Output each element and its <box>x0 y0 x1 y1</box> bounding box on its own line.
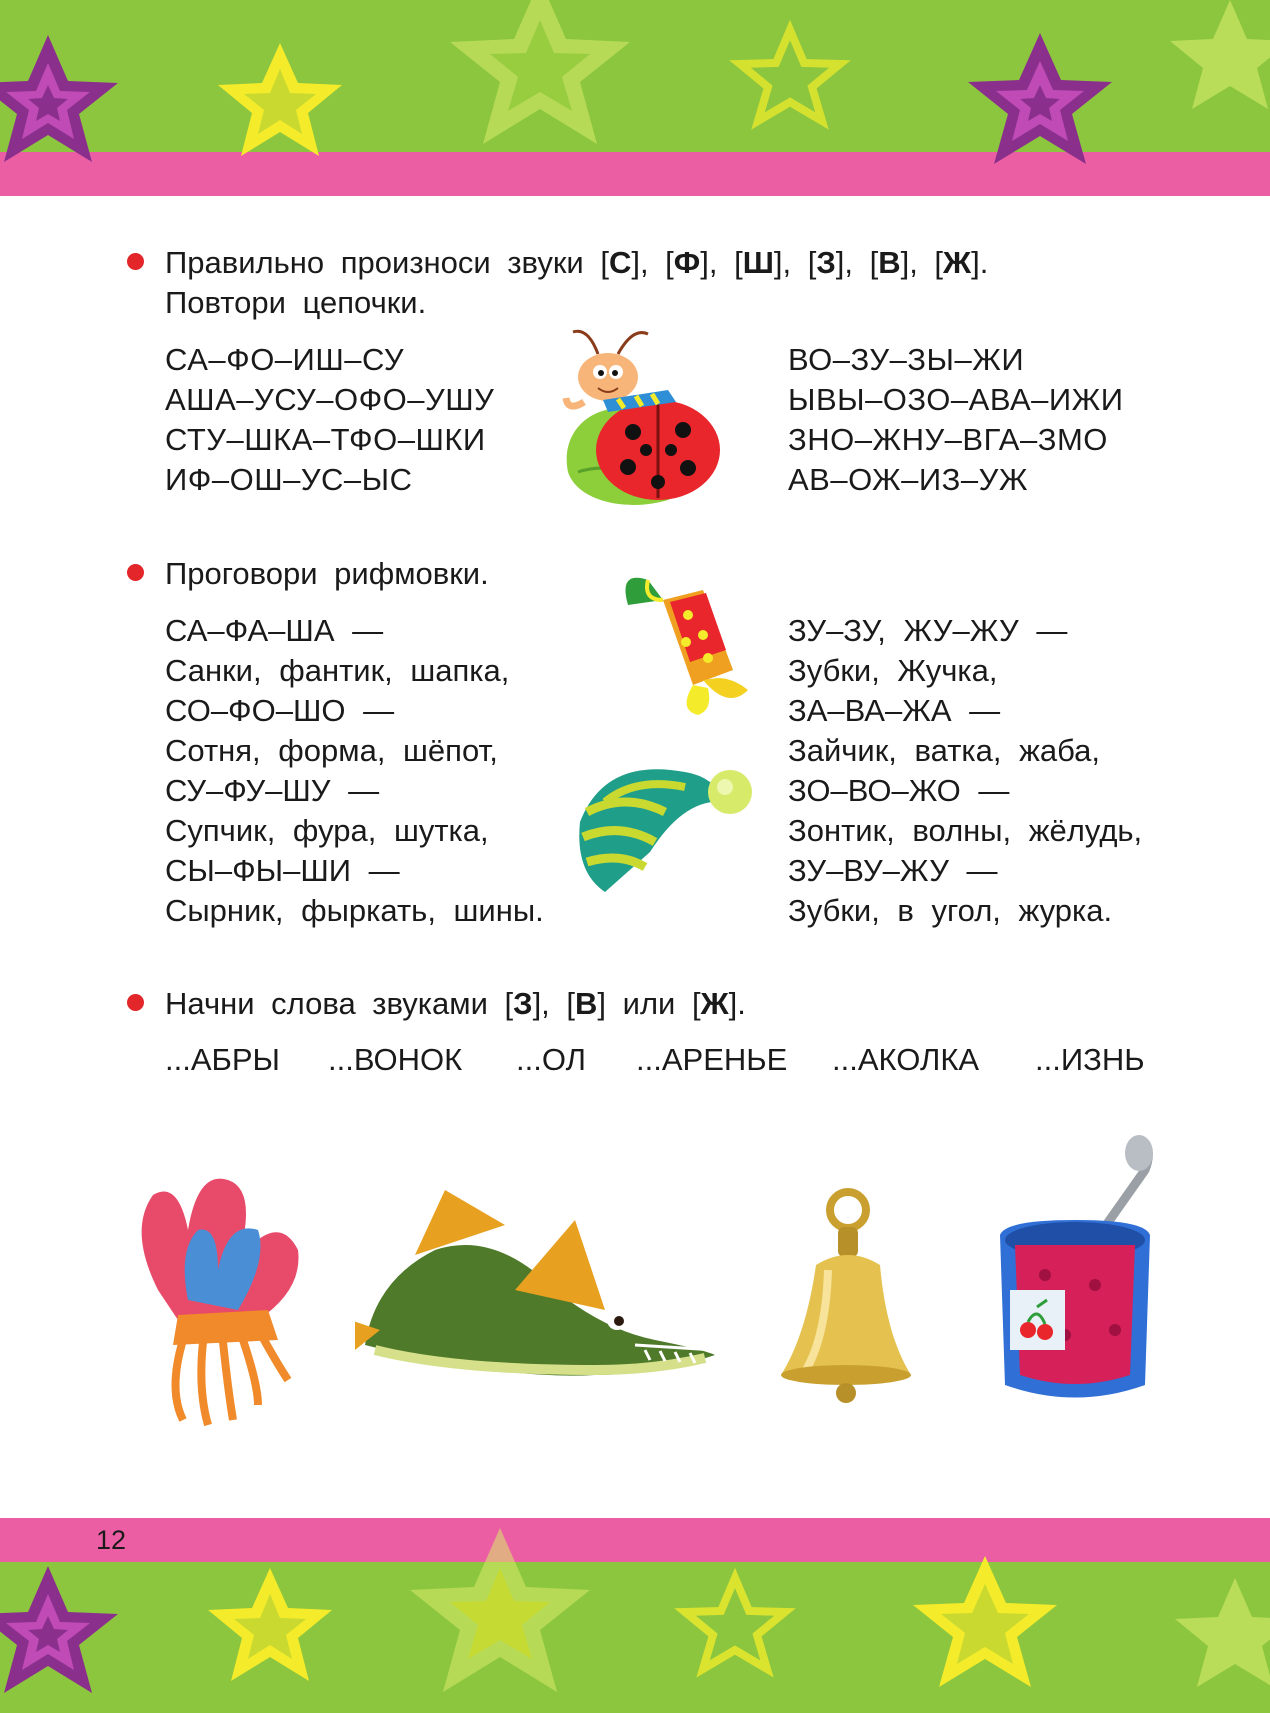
rhyme-line: Сырник, фыркать, шины. <box>165 893 544 928</box>
rhyme-line: ЗУ–ВУ–ЖУ — <box>788 853 998 888</box>
left-rhymes <box>165 611 544 931</box>
right-chains <box>788 340 1124 500</box>
rhyme-line: СУ–ФУ–ШУ — <box>165 773 380 808</box>
chain-line: ЫВЫ–ОЗО–АВА–ИЖИ <box>788 382 1124 417</box>
bell-icon <box>776 1185 916 1430</box>
chain-line: ЗНО–ЖНУ–ВГА–ЗМО <box>788 422 1108 457</box>
rhyme-line: Зубки, Жучка, <box>788 653 998 688</box>
header-band <box>0 0 1270 196</box>
jam-jar-icon <box>985 1135 1165 1420</box>
word-blank: ...АРЕНЬЕ <box>636 1042 788 1077</box>
page-number: 12 <box>96 1525 127 1555</box>
pike-fish-icon <box>355 1180 725 1405</box>
chain-line: ВО–ЗУ–ЗЫ–ЖИ <box>788 342 1025 377</box>
rhyme-line: СО–ФО–ШО — <box>165 693 395 728</box>
rhyme-line: Зубки, в угол, журка. <box>788 893 1113 928</box>
chain-line: СА–ФО–ИШ–СУ <box>165 342 405 377</box>
footer-band <box>0 1518 1270 1713</box>
rhyme-line: СЫ–ФЫ–ШИ — <box>165 853 400 888</box>
rhyme-line: Супчик, фура, шутка, <box>165 813 489 848</box>
right-rhymes <box>788 611 1142 931</box>
rhyme-line: СА–ФА–ША — <box>165 613 384 648</box>
jabot-icon <box>128 1150 318 1435</box>
bullet-point <box>127 253 144 270</box>
rhyme-line: Зайчик, ватка, жаба, <box>788 733 1101 768</box>
hat-icon <box>565 752 755 907</box>
chain-line: СТУ–ШКА–ТФО–ШКИ <box>165 422 486 457</box>
chain-line: АВ–ОЖ–ИЗ–УЖ <box>788 462 1028 497</box>
left-chains <box>165 340 494 500</box>
rhyme-line: Санки, фантик, шапка, <box>165 653 510 688</box>
rhyme-line: ЗА–ВА–ЖА — <box>788 693 1001 728</box>
exercise2-instruction: Проговори рифмовки. <box>165 556 489 591</box>
word-blank: ...АБРЫ <box>165 1042 280 1077</box>
ladybug-icon <box>548 322 758 517</box>
word-blank: ...ИЗНЬ <box>1035 1042 1145 1077</box>
rhyme-line: Сотня, форма, шёпот, <box>165 733 498 768</box>
exercise3-instruction: Начни слова звуками [З], [В] или [Ж]. <box>165 986 746 1021</box>
candy-icon <box>608 560 758 725</box>
word-blank: ...ОЛ <box>516 1042 586 1077</box>
exercise1-instruction: Правильно произноси звуки [С], [Ф], [Ш], [З], [В], [Ж]. <box>165 245 989 280</box>
bullet-point <box>127 994 144 1011</box>
word-blank: ...АКОЛКА <box>832 1042 980 1077</box>
word-blank: ...ВОНОК <box>328 1042 463 1077</box>
chain-line: АША–УСУ–ОФО–УШУ <box>165 382 495 417</box>
rhyme-line: ЗО–ВО–ЖО — <box>788 773 1010 808</box>
rhyme-line: ЗУ–ЗУ, ЖУ–ЖУ — <box>788 613 1068 648</box>
exercise1-instruction-line2: Повтори цепочки. <box>165 285 427 320</box>
rhyme-line: Зонтик, волны, жёлудь, <box>788 813 1143 848</box>
chain-line: ИФ–ОШ–УС–ЫС <box>165 462 413 497</box>
bullet-point <box>127 564 144 581</box>
